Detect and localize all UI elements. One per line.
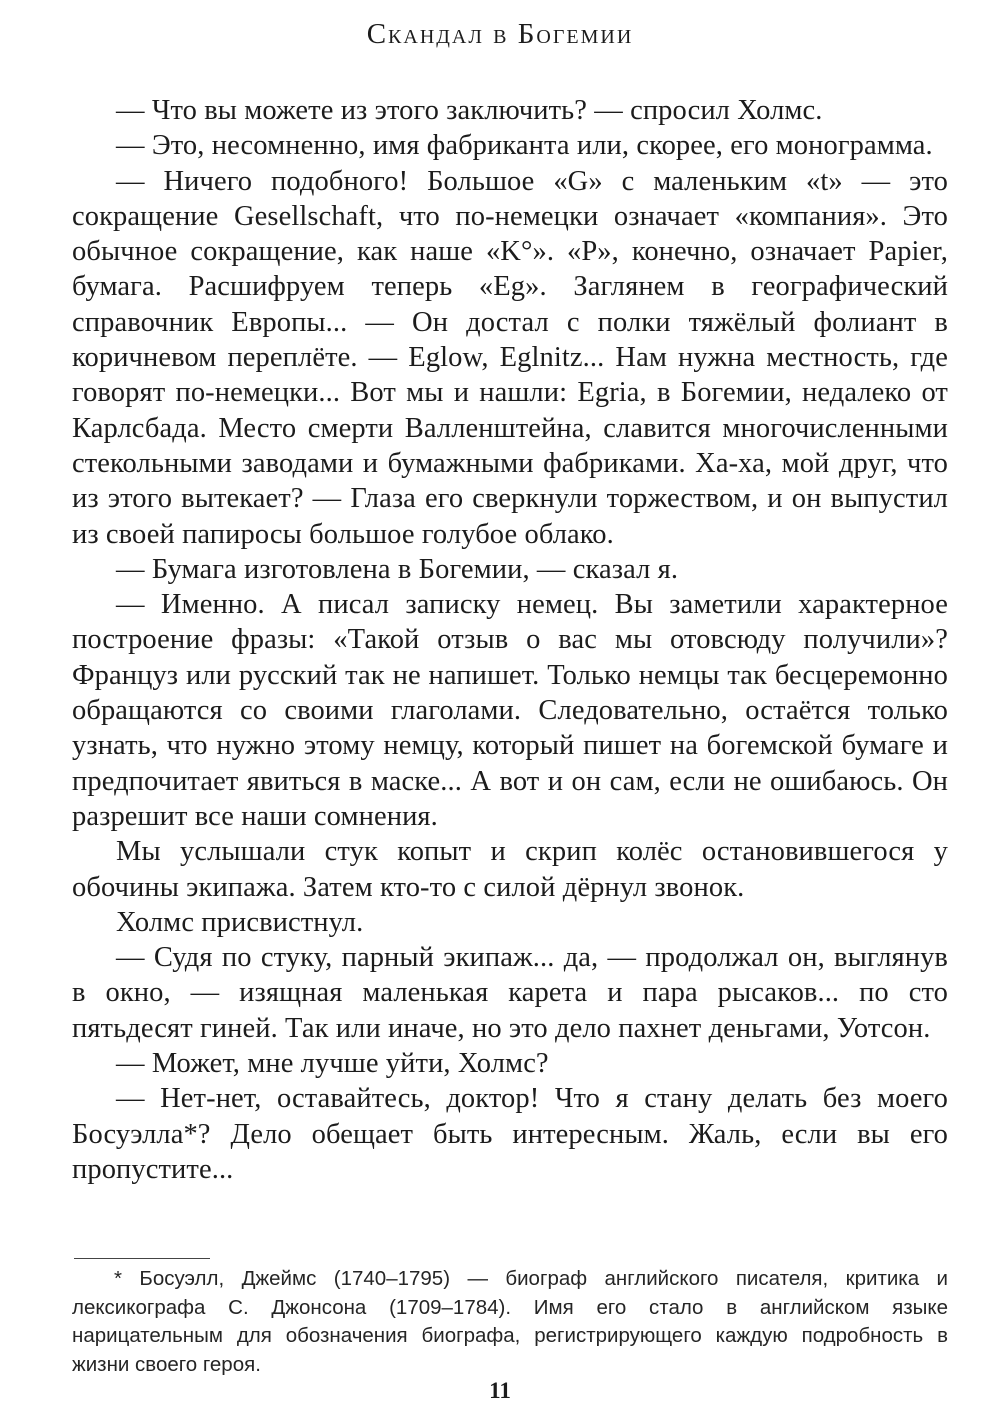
footnote-divider <box>74 1258 210 1259</box>
paragraph: — Судя по стуку, парный экипаж... да, — продолжал он, выглянув в окно, — изящная маленькая карета и пара рысаков... по сто пятьдесят гиней. Так или иначе, но это дело пахнет деньгами, Уотсон. <box>72 942 948 1044</box>
main-text <box>72 93 948 1187</box>
paragraph: — Это, несомненно, имя фабриканта или, скорее, его монограмма. <box>116 130 933 162</box>
paragraph: Мы услышали стук копыт и скрип колёс остановившегося у обочины экипажа. Затем кто-то с силой дёрнул звонок. <box>72 836 948 903</box>
footnote <box>72 1265 948 1379</box>
paragraph: — Ничего подобного! Большое «G» с маленьким «t» — это сокращение Gesellschaft, что по-немецки означает «компания». Это обычное сокращение, как наше «K°». «P», конечно, означает Papier, бумага. Расшифруем теперь «Eg». Заглянем в географический справочник Европы... — Он достал с полки тяжёлый фолиант в коричневом переплёте. — Eglow, Eglnitz... Нам нужна местность, где говорят по-немецки... Вот мы и нашли: Egria, в Богемии, недалеко от Карлсбада. Место смерти Валленштейна, славится многочисленными стекольными заводами и бумажными фабриками. Ха-ха, мой друг, что из этого вытекает? — Глаза его сверкнули торжеством, и он выпустил из своей папиросы большое голубое облако. <box>72 165 948 550</box>
page-number: 11 <box>489 1378 511 1403</box>
paragraph: — Именно. А писал записку немец. Вы заметили характерное построение фразы: «Такой отзыв о вас мы отовсюду получили»? Француз или русский так не напишет. Только немцы так бесцеремонно обращаются со своими глаголами. Следовательно, остаётся только узнать, что нужно этому немцу, который пишет на богемской бумаге и предпочитает явиться в маске... А вот и он сам, если не ошибаюсь. Он разрешит все наши сомнения. <box>72 589 948 832</box>
paragraph: — Нет-нет, оставайтесь, доктор! Что я стану делать без моего Босуэлла*? Дело обещает быть интересным. Жаль, если вы его пропустите... <box>72 1083 948 1185</box>
paragraph: — Бумага изготовлена в Богемии, — сказал я. <box>116 553 679 585</box>
paragraph: — Что вы можете из этого заключить? — спросил Холмс. <box>116 95 823 126</box>
paragraph: Холмс присвистнул. <box>116 906 364 938</box>
footnote-text: * Босуэлл, Джеймс (1740–1795) — биограф английского писателя, критика и лексикографа С. Джонсона (1709–1784). Имя его стало в английском языке нарицательным для обозначения биографа, регистрирующего каждую подробность в жизни своего героя. <box>72 1267 948 1376</box>
running-head-title: Скандал в Богемии <box>366 18 634 50</box>
paragraph: — Может, мне лучше уйти, Холмс? <box>116 1048 549 1080</box>
